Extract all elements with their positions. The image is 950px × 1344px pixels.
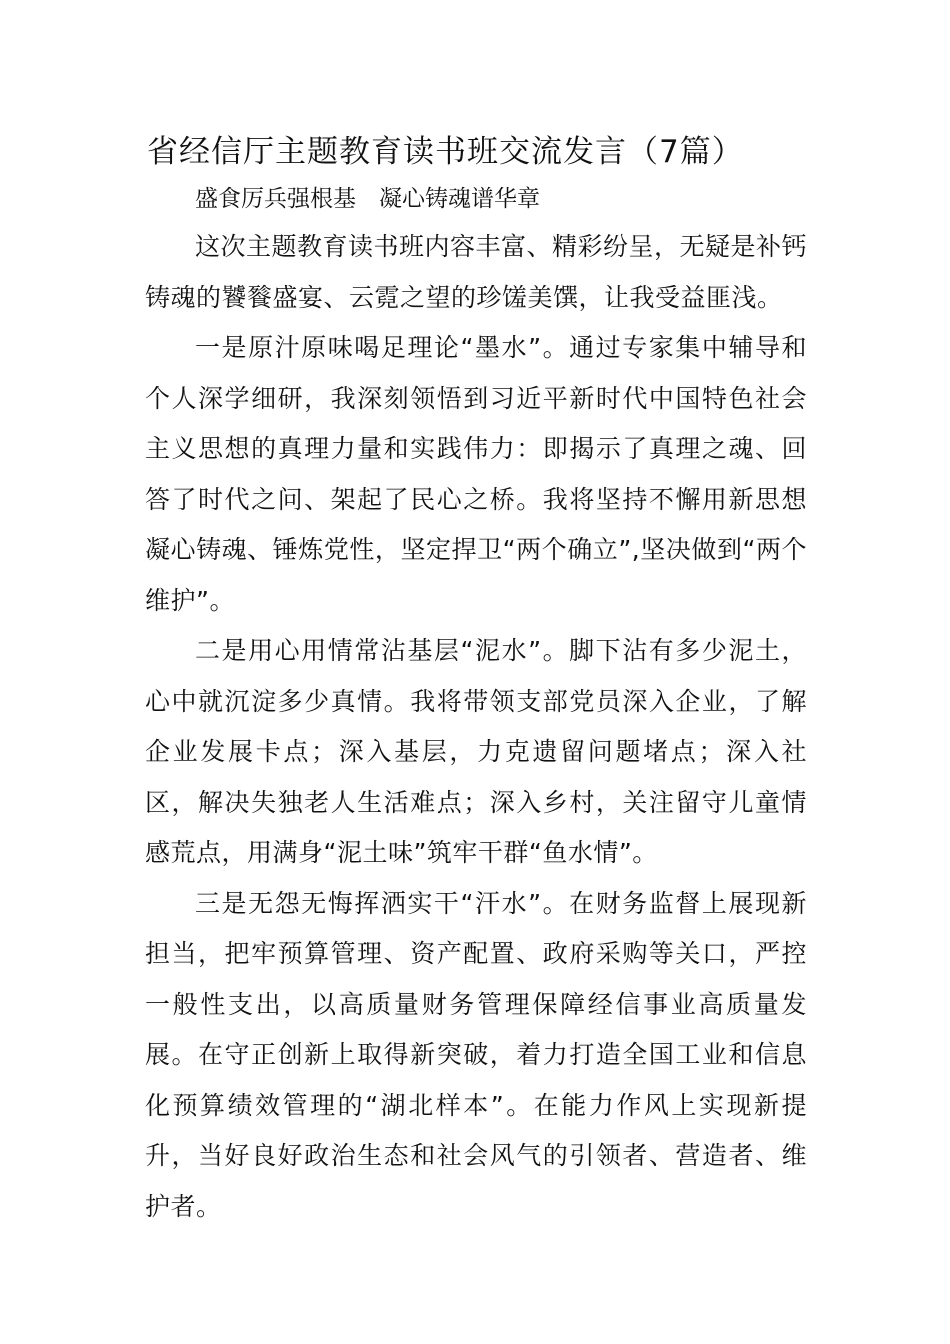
- document-body: [145, 128, 807, 1232]
- paragraph-point-one: 一是原汁原味喝足理论“墨水”。通过专家集中辅导和个人深学细研，我深刻领悟到习近平新时代中国特色社会主义思想的真理力量和实践伟力：即揭示了真理之魂、回答了时代之问、架起了民心之桥。我将坚持不懈用新思想凝心铸魂、锤炼党性，坚定捍卫“两个确立”,坚决做到“两个维护”。: [145, 333, 807, 615]
- document-subtitle: 盛食厉兵强根基 凝心铸魂谱华章: [195, 186, 540, 212]
- paragraph-point-three: 三是无怨无悔挥洒实干“汗水”。在财务监督上展现新担当，把牢预算管理、资产配置、政府采购等关口，严控一般性支出，以高质量财务管理保障经信事业高质量发展。在守正创新上取得新突破，着力打造全国工业和信息化预算绩效管理的“湖北样本”。在能力作风上实现新提升，当好良好政治生态和社会风气的引领者、营造者、维护者。: [145, 888, 807, 1221]
- paragraph-intro: 这次主题教育读书班内容丰富、精彩纷呈，无疑是补钙铸魂的饕餮盛宴、云霓之望的珍馐美馔，让我受益匪浅。: [145, 232, 808, 312]
- paragraph-point-two: 二是用心用情常沾基层“泥水”。脚下沾有多少泥土，心中就沉淀多少真情。我将带领支部党员深入企业，了解企业发展卡点；深入基层，力克遗留问题堵点；深入社区，解决失独老人生活难点；深入乡村，关注留守儿童情感荒点，用满身“泥土味”筑牢干群“鱼水情”。: [145, 636, 807, 867]
- document-title: 省经信厅主题教育读书班交流发言（7篇）: [147, 134, 744, 170]
